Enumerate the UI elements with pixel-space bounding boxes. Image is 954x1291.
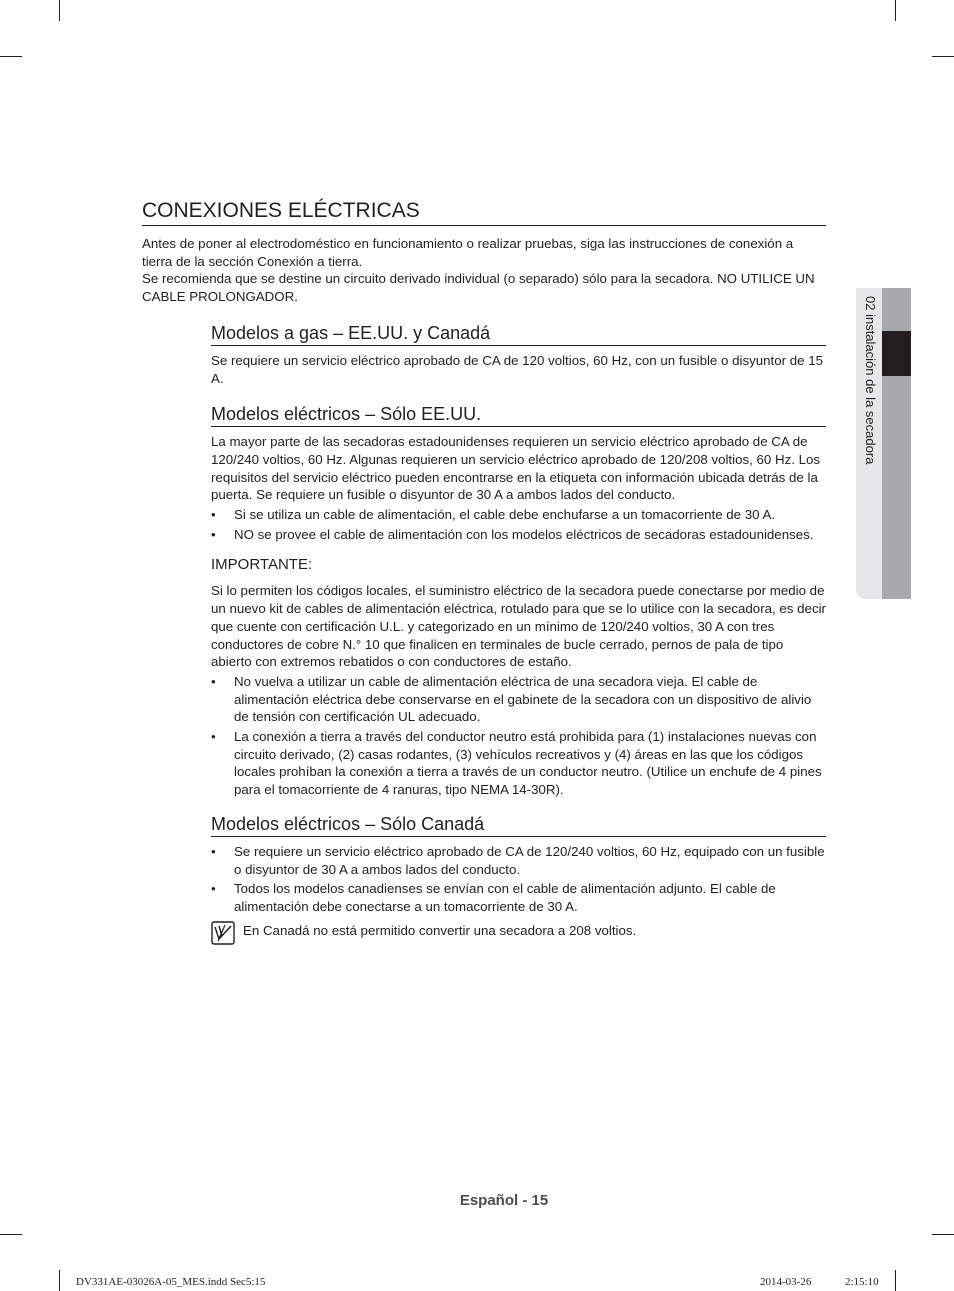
subsection-title: Modelos eléctricos – Sólo Canadá: [211, 813, 826, 837]
crop-mark: [895, 1270, 896, 1291]
list-item: • NO se provee el cable de alimentación con los modelos eléctricos de secadoras estadounidenses.: [211, 526, 814, 542]
list-item: • No vuelva a utilizar un cable de alimentación eléctrica de una secadora vieja. El cable de alimentación eléctrica debe conservarse en el gabinete de la secadora con un dispositivo de alivio de tensión con certificación UL adecuado.: [211, 673, 812, 725]
print-slug-date: 2014-03-26: [760, 1276, 812, 1288]
gas-models-section: [211, 322, 826, 387]
important-label: IMPORTANTE:: [211, 556, 313, 574]
chapter-tab-marker: [882, 331, 911, 376]
crop-mark: [59, 1270, 60, 1291]
page-content: [142, 198, 826, 945]
bullet-list: [211, 506, 826, 543]
crop-mark: [895, 0, 896, 21]
list-item: • Se requiere un servicio eléctrico aprobado de CA de 120/240 voltios, 60 Hz, equipado con un fusible o disyuntor de 30 A a ambos lados del conducto.: [211, 843, 825, 877]
subsection-title: Modelos eléctricos – Sólo EE.UU.: [211, 403, 826, 427]
bullet-icon: •: [211, 729, 216, 745]
note-text: En Canadá no está permitido convertir una secadora a 208 voltios.: [243, 922, 637, 938]
page-number: Español - 15: [459, 1192, 549, 1209]
bullet-icon: •: [211, 526, 216, 542]
crop-mark: [932, 56, 954, 57]
bullet-icon: •: [211, 881, 216, 897]
note-pencil-icon: [211, 921, 235, 945]
bullet-icon: •: [211, 673, 216, 689]
bullet-list: [211, 843, 826, 916]
chapter-tab-label: 02 instalación de la secadora: [863, 296, 878, 465]
crop-mark: [59, 0, 60, 21]
intro-paragraph: Antes de poner al electrodoméstico en funcionamiento o realizar pruebas, siga las instrucciones de conexión a tierra de la sección Conexión a tierra.: [142, 236, 794, 269]
list-item: • Todos los modelos canadienses se envían con el cable de alimentación adjunto. El cable de alimentación debe conectarse a un tomacorriente de 30 A.: [211, 881, 776, 914]
intro-paragraph: Se recomienda que se destine un circuito derivado individual (o separado) sólo para la secadora. NO UTILICE UN CABLE PROLONGADOR.: [142, 271, 815, 305]
electric-us-section: [211, 403, 826, 799]
section-title: CONEXIONES ELÉCTRICAS: [142, 198, 826, 226]
crop-mark: [0, 1234, 22, 1235]
electric-ca-section: [211, 813, 826, 945]
paragraph: La mayor parte de las secadoras estadounidenses requieren un servicio eléctrico aprobado de CA de 120/240 voltios, 60 Hz. Algunas requieren un servicio eléctrico aprobado de 120/208 voltios, 60 Hz. Los requisitos del servicio eléctrico pueden encontrarse en la etiqueta con información ubicada detrás de la puerta. Se requiere un fusible o disyuntor de 30 A a ambos lados del conducto.: [211, 434, 821, 503]
subsection-title: Modelos a gas – EE.UU. y Canadá: [211, 322, 826, 346]
paragraph: Se requiere un servicio eléctrico aprobado de CA de 120 voltios, 60 Hz, con un fusible o disyuntor de 15 A.: [211, 352, 824, 386]
note: [211, 921, 826, 945]
paragraph: Si lo permiten los códigos locales, el suministro eléctrico de la secadora puede conectarse por medio de un nuevo kit de cables de alimentación eléctrica, rotulado para que se lo utilice con la secadora, es decir que cuente con certificación U.L. y categorizado en un mínimo de 120/240 voltios, 30 A con tres conductores de cobre N.° 10 que finalicen en terminales de bucle cerrado, pernos de pala de tipo abierto con extremos rebatidos o con conductores de estaño.: [211, 583, 826, 670]
list-item: • La conexión a tierra a través del conductor neutro está prohibida para (1) instalaciones nuevas con circuito derivado, (2) casas rodantes, (3) vehículos recreativos y (4) áreas en las que los códigos locales prohíban la conexión a tierra a través de un conductor neutro. (Utilice un enchufe de 4 pines para el tomacorriente de 4 ranuras, tipo NEMA 14-30R).: [211, 729, 822, 798]
print-slug-time: 2:15:10: [845, 1276, 879, 1288]
bullet-icon: •: [211, 507, 216, 523]
crop-mark: [0, 56, 22, 57]
bullet-icon: •: [211, 843, 216, 859]
crop-mark: [932, 1234, 954, 1235]
print-slug-file: DV331AE-03026A-05_MES.indd Sec5:15: [76, 1276, 266, 1288]
bullet-list: [211, 673, 826, 799]
list-item: • Si se utiliza un cable de alimentación, el cable debe enchufarse a un tomacorriente de 30 A.: [211, 507, 776, 523]
